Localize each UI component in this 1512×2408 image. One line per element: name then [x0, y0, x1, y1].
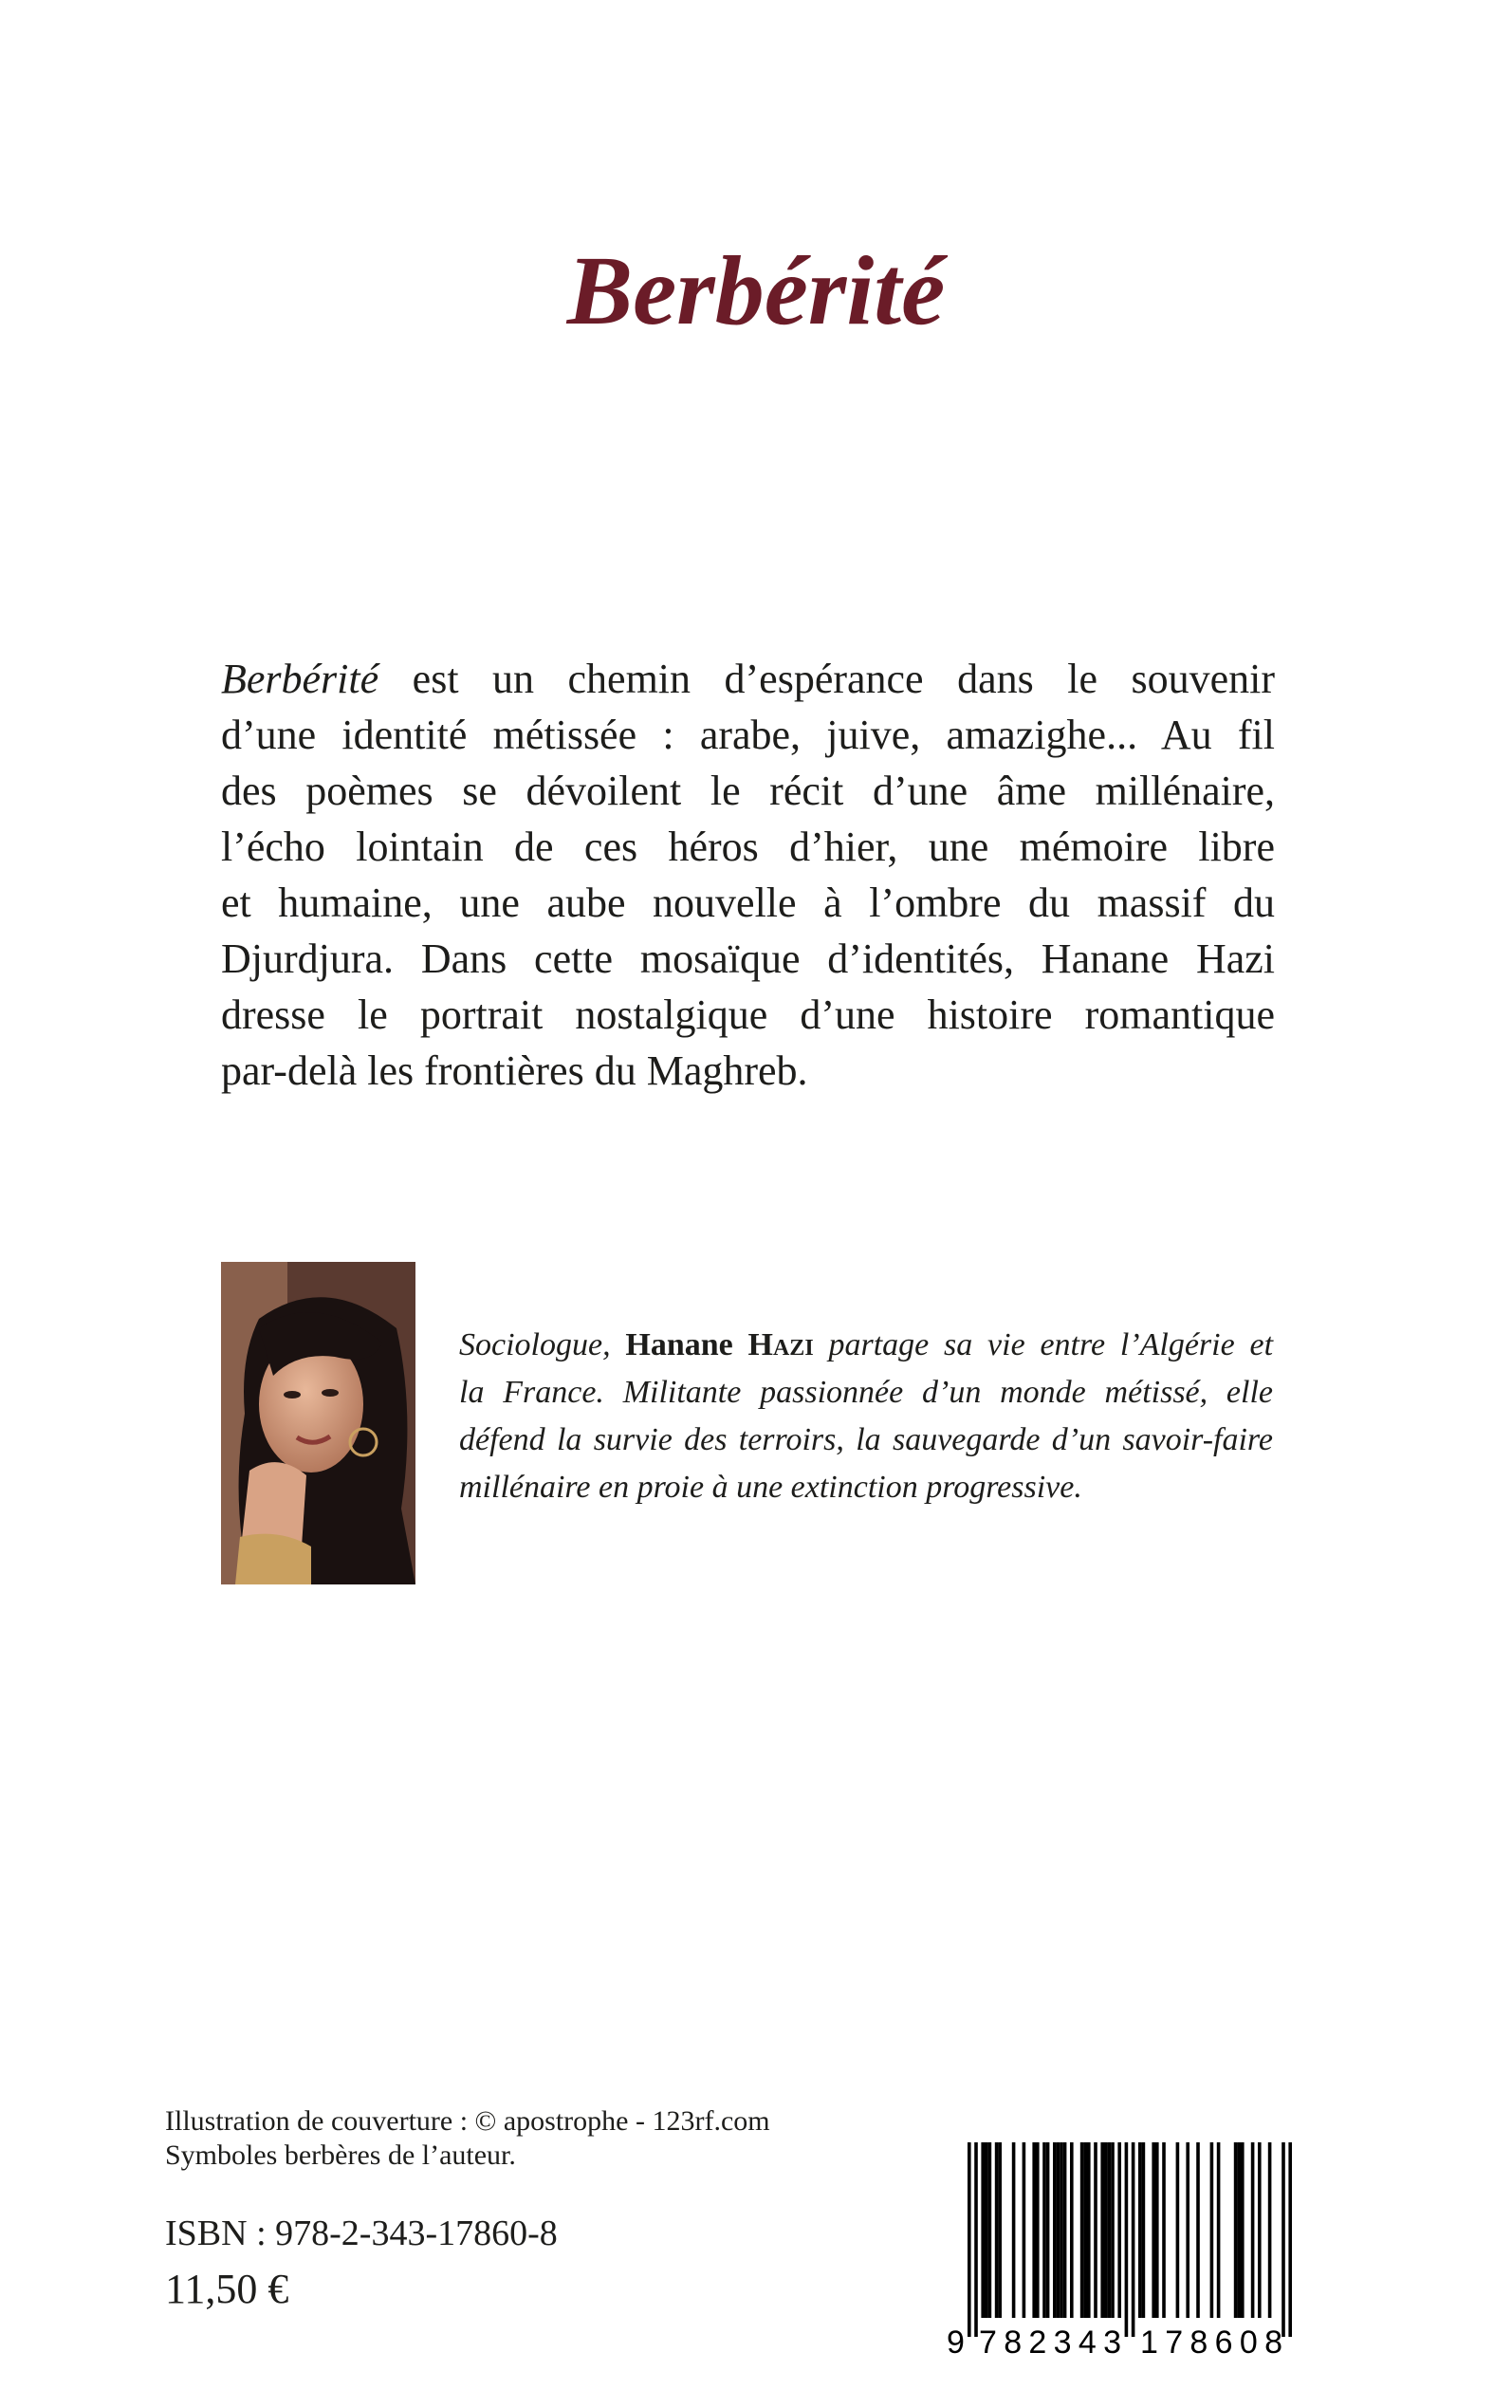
barcode-bar: [1210, 2142, 1214, 2318]
author-name: [625, 1327, 813, 1362]
barcode-bar: [1083, 2142, 1087, 2318]
barcode-graphic: [939, 2133, 1318, 2361]
barcode-bar: [1100, 2142, 1104, 2318]
barcode-bar: [1042, 2142, 1046, 2318]
barcode-bar: [1162, 2142, 1166, 2318]
illustration-credit: Illustration de couverture : © apostrophe - 123rf.com: [165, 2105, 770, 2137]
blurb-title-italic: Berbérité: [221, 656, 379, 702]
barcode-bar: [1132, 2142, 1135, 2337]
blurb-line: d’une identité métissée : arabe, juive, amazighe... Au fil: [221, 712, 1275, 758]
barcode-left-digits: 782343: [979, 2325, 1121, 2361]
barcode-bar: [1108, 2142, 1112, 2318]
barcode-bar: [1152, 2142, 1155, 2318]
book-title: Berbérité: [566, 236, 946, 345]
bio-line: défend la survie des terroirs, la sauvegarde d’un savoir-faire: [459, 1422, 1273, 1457]
bio-line: millénaire en proie à une extinction progressive.: [459, 1470, 1082, 1505]
barcode-bar: [1288, 2142, 1292, 2337]
barcode-bar: [981, 2142, 985, 2318]
blurb-text: est un chemin d’espérance dans le souvenir: [378, 656, 1275, 702]
barcode-bar: [1104, 2142, 1108, 2318]
barcode-bar: [988, 2142, 992, 2318]
barcode-bar: [1032, 2142, 1036, 2318]
barcode-bar: [1186, 2142, 1189, 2318]
author-first-name: Hanane: [625, 1327, 748, 1362]
barcode-bar: [1251, 2142, 1255, 2318]
bio-line: la France. Militante passionnée d’un monde métissé, elle: [459, 1375, 1273, 1410]
barcode-bar: [1196, 2142, 1200, 2318]
bio-line: [459, 1322, 1273, 1369]
barcode-bar: [1080, 2142, 1084, 2318]
blurb-line: dresse le portrait nostalgique d’une histoire romantique: [221, 991, 1275, 1038]
barcode-bar: [1117, 2142, 1121, 2318]
barcode-bar: [1234, 2142, 1238, 2318]
barcode-bar: [974, 2142, 978, 2337]
blurb-line: et humaine, une aube nouvelle à l’ombre du massif du: [221, 880, 1275, 926]
barcode-bar: [1176, 2142, 1180, 2318]
blurb-line: des poèmes se dévoilent le récit d’une âme millénaire,: [221, 768, 1275, 814]
back-cover-blurb: [221, 651, 1275, 1099]
barcode-bar: [1087, 2142, 1091, 2318]
barcode-bar: [1057, 2142, 1060, 2318]
author-portrait-illustration: [221, 1262, 415, 1584]
barcode-bar: [995, 2142, 999, 2318]
barcode-bar: [1070, 2142, 1074, 2318]
barcode-bar: [1125, 2142, 1129, 2337]
barcode-right-digits: 178608: [1140, 2325, 1282, 2361]
barcode-bar: [1142, 2142, 1146, 2318]
author-photo: [221, 1262, 415, 1584]
barcode: [939, 2133, 1318, 2361]
barcode-bar: [1237, 2142, 1241, 2318]
blurb-line: l’écho lointain de ces héros d’hier, une mémoire libre: [221, 824, 1275, 870]
barcode-bar: [1111, 2142, 1115, 2318]
price: 11,50 €: [165, 2266, 289, 2312]
barcode-bar: [1258, 2142, 1262, 2318]
barcode-bar: [1268, 2142, 1272, 2318]
blurb-line: [221, 651, 1275, 707]
bio-prefix: Sociologue,: [459, 1327, 626, 1362]
barcode-bar: [985, 2142, 988, 2318]
blurb-line: par-delà les frontières du Maghreb.: [221, 1047, 808, 1094]
author-bio: [459, 1322, 1273, 1511]
barcode-bar: [1053, 2142, 1057, 2318]
symbols-credit: Symboles berbères de l’auteur.: [165, 2139, 516, 2171]
barcode-bar: [1094, 2142, 1097, 2318]
author-last-name: Hazi: [747, 1327, 814, 1362]
blurb-line: Djurdjura. Dans cette mosaïque d’identités, Hanane Hazi: [221, 935, 1275, 982]
barcode-first-digit: 9: [947, 2325, 965, 2361]
barcode-bar: [1155, 2142, 1159, 2318]
barcode-bar: [998, 2142, 1002, 2318]
barcode-bar: [1063, 2142, 1067, 2318]
barcode-bar: [1138, 2142, 1142, 2318]
barcode-bar: [1282, 2142, 1285, 2337]
barcode-bar: [1012, 2142, 1016, 2318]
credits: [165, 2104, 770, 2173]
bio-text: partage sa vie entre l’Algérie et: [813, 1327, 1274, 1362]
barcode-bar: [1036, 2142, 1040, 2318]
barcode-bar: [1217, 2142, 1221, 2318]
barcode-bar: [1046, 2142, 1050, 2318]
barcode-bar: [1060, 2142, 1063, 2318]
barcode-bar: [1241, 2142, 1245, 2318]
isbn: ISBN : 978-2-343-17860-8: [165, 2214, 558, 2253]
barcode-bar: [968, 2142, 971, 2337]
barcode-bar: [1023, 2142, 1026, 2318]
